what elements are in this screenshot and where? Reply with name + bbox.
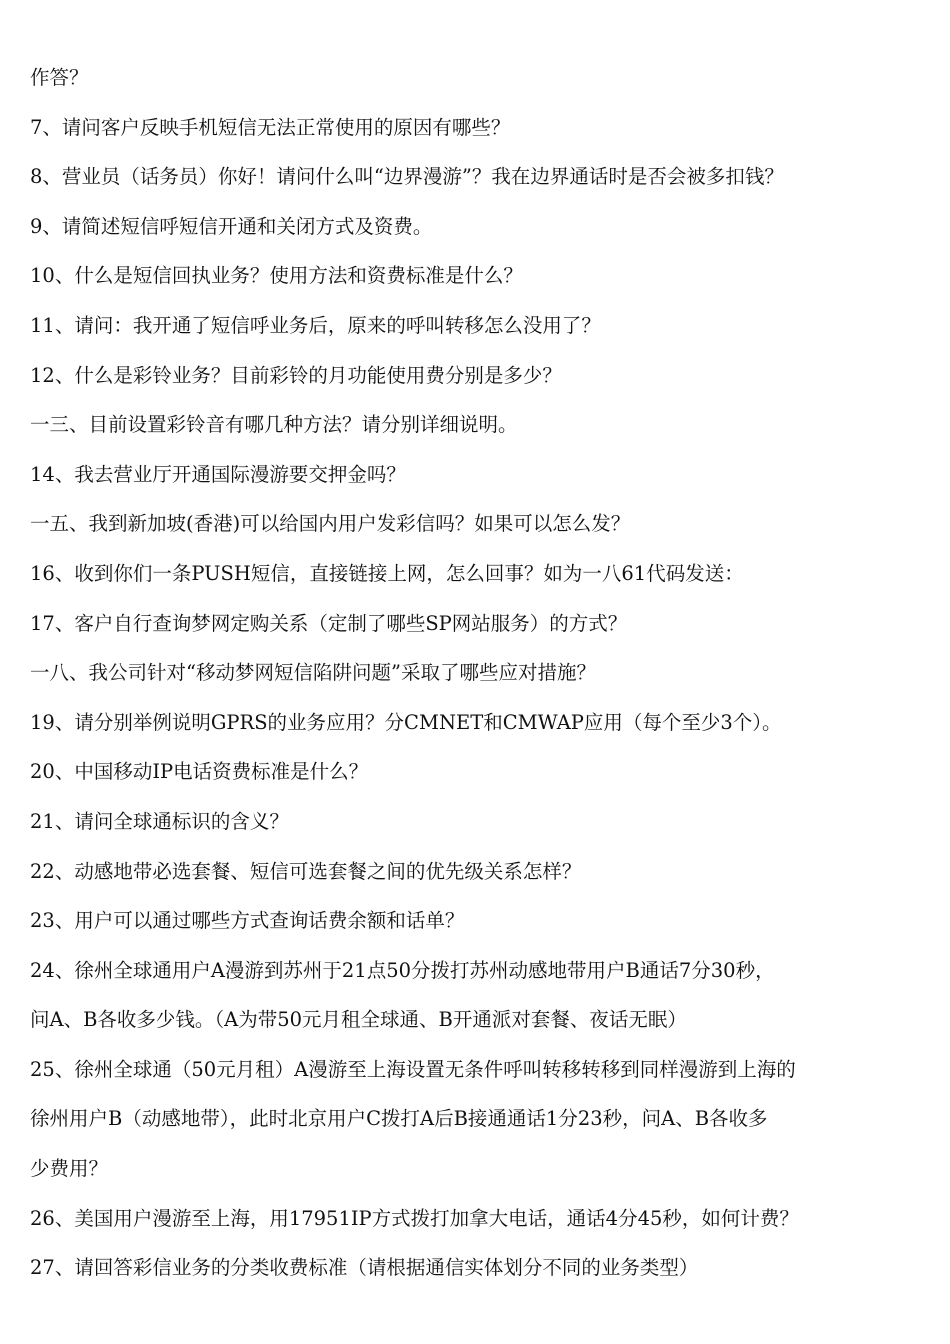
question-25: 25、徐州全球通（50元月租）A漫游至上海设置无条件呼叫转移转移到同样漫游到上海的 <box>30 1057 796 1081</box>
question-13: 一三、目前设置彩铃音有哪几种方法？请分别详细说明。 <box>30 413 518 437</box>
question-19: 19、请分别举例说明GPRS的业务应用？分CMNET和CMWAP应用（每个至少3个）。 <box>30 710 782 734</box>
question-22: 22、动感地带必选套餐、短信可选套餐之间的优先级关系怎样？ <box>30 859 582 883</box>
question-26: 26、美国用户漫游至上海，用17951IP方式拨打加拿大电话，通话4分45秒，如何计费？ <box>30 1206 799 1230</box>
question-9: 9、请简述短信呼短信开通和关闭方式及资费。 <box>30 214 433 238</box>
question-12: 12、什么是彩铃业务？目前彩铃的月功能使用费分别是多少？ <box>30 363 562 387</box>
question-27: 27、请回答彩信业务的分类收费标准（请根据通信实体划分不同的业务类型） <box>30 1256 699 1280</box>
question-10: 10、什么是短信回执业务？使用方法和资费标准是什么？ <box>30 264 523 288</box>
question-14: 14、我去营业厅开通国际漫游要交押金吗？ <box>30 462 406 486</box>
question-21: 21、请问全球通标识的含义？ <box>30 809 289 833</box>
question-24: 24、徐州全球通用户A漫游到苏州于21点50分拨打苏州动感地带用户B通话7分30秒， <box>30 958 775 982</box>
question-17: 17、客户自行查询梦网定购关系（定制了哪些SP网站服务）的方式？ <box>30 611 628 635</box>
question-8: 8、营业员（话务员）你好！请问什么叫“边界漫游”？我在边界通话时是否会被多扣钱？ <box>30 165 784 189</box>
question-18: 一八、我公司针对“移动梦网短信陷阱问题”采取了哪些应对措施？ <box>30 661 596 685</box>
question-23: 23、用户可以通过哪些方式查询话费余额和话单？ <box>30 909 465 933</box>
question-11: 11、请问：我开通了短信呼业务后，原来的呼叫转移怎么没用了？ <box>30 313 601 337</box>
question-16: 16、收到你们一条PUSH短信，直接链接上网，怎么回事？如为一八61代码发送： <box>30 561 744 585</box>
question-24-continued: 问A、B各收多少钱。（A为带50元月租全球通、B开通派对套餐、夜话无眠） <box>30 1008 687 1032</box>
text-body <box>30 53 925 1293</box>
question-20: 20、中国移动IP电话资费标准是什么？ <box>30 760 369 784</box>
question-7: 7、请问客户反映手机短信无法正常使用的原因有哪些？ <box>30 115 511 139</box>
text-line: 作答？ <box>30 66 89 89</box>
question-25-end: 少费用？ <box>30 1157 109 1181</box>
question-25-continued: 徐州用户B（动感地带），此时北京用户C拨打A后B接通通话1分23秒，问A、B各收多 <box>30 1107 768 1131</box>
question-15: 一五、我到新加坡(香港)可以给国内用户发彩信吗？如果可以怎么发？ <box>30 512 631 536</box>
